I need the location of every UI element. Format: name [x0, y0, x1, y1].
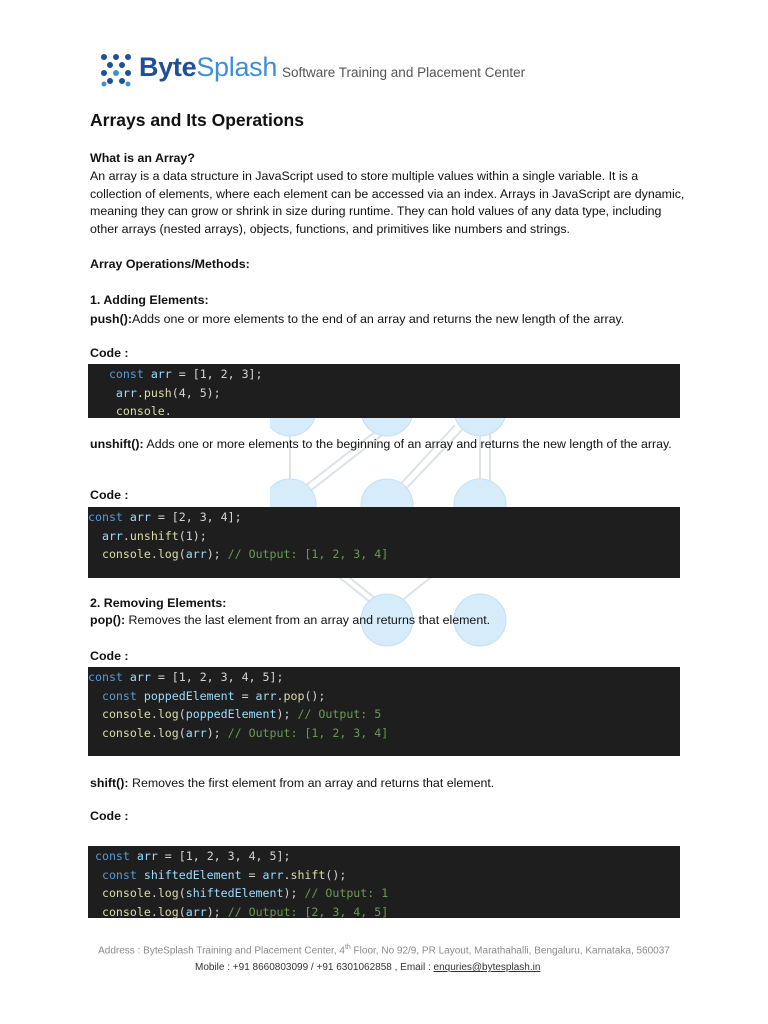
- footer-mobile: Mobile : +91 8660803099 / +91 6301062858 , Email :: [195, 962, 434, 973]
- code-token: );: [206, 725, 228, 740]
- code-token: );: [283, 886, 305, 900]
- code-token: arr: [255, 688, 277, 703]
- code-line: [88, 508, 680, 527]
- code-line: [88, 724, 680, 743]
- code-token: log: [157, 904, 179, 919]
- code-token: );: [276, 707, 298, 721]
- code-token: pop: [283, 688, 305, 703]
- intro-paragraph: An array is a data structure in JavaScript used to store multiple values within a single variable. It is a collection of elements, where each element can be accessed via an index. Arrays in JavaScript are dynamic, meaning they can grow or shrink in size during runtime. They can hold values of any data type, including other arrays (nested arrays), objects, functions, and primitives like numbers and strings.: [90, 169, 685, 236]
- code-token: // Output: [1, 2, 3, 4]: [227, 547, 389, 561]
- code-token: arr: [88, 385, 137, 400]
- code-token: ();: [304, 688, 326, 703]
- code-label: Code :: [90, 346, 129, 360]
- code-token: poppedElement: [143, 688, 235, 703]
- code-token: const: [88, 867, 144, 882]
- code-token: log: [157, 725, 179, 740]
- footer-address: Address : ByteSplash Training and Placement Center, 4th Floor, No 92/9, PR Layout, Marathahalli, Bengaluru, Karnataka, 560037: [98, 944, 670, 957]
- code-line: [88, 687, 680, 706]
- code-token: (: [178, 547, 186, 561]
- code-token: shiftedElement: [143, 867, 242, 882]
- code-line: [88, 866, 680, 885]
- code-label: Code :: [90, 649, 129, 663]
- unshift-description: [90, 436, 690, 454]
- code-token: );: [206, 904, 228, 919]
- code-token: arr: [136, 849, 158, 863]
- code-line: [88, 384, 680, 403]
- code-token: arr: [129, 510, 151, 524]
- shift-method-name: shift():: [90, 776, 129, 790]
- code-token: .: [276, 688, 284, 703]
- code-token: const: [88, 670, 130, 684]
- code-token: const: [88, 688, 144, 703]
- code-token: log: [157, 886, 179, 900]
- code-token: push: [143, 385, 172, 400]
- code-token: poppedElement: [185, 707, 277, 721]
- code-token: (: [178, 904, 186, 919]
- code-line: [88, 884, 680, 903]
- footer-contact: [195, 962, 540, 973]
- tagline: Software Training and Placement Center: [282, 65, 526, 80]
- code-line: [88, 903, 680, 922]
- code-token: .: [150, 904, 158, 919]
- code-token: console: [88, 904, 151, 919]
- code-token: ();: [325, 867, 347, 882]
- document-title: Arrays and Its Operations: [90, 110, 304, 130]
- code-token: .: [283, 867, 291, 882]
- code-token: (: [178, 725, 186, 740]
- push-desc-text: Adds one or more elements to the end of an array and returns the new length of the array.: [131, 312, 625, 326]
- code-token: log: [157, 547, 179, 561]
- code-token: // Output: 1: [304, 886, 389, 900]
- unshift-method-name: unshift():: [90, 437, 144, 451]
- code-token: shift: [290, 867, 326, 882]
- pop-description: [90, 612, 690, 630]
- code-token: log: [157, 707, 179, 721]
- code-token: (1);: [178, 528, 207, 543]
- code-token: unshift: [129, 528, 179, 543]
- code-token: arr: [88, 528, 123, 543]
- code-token: );: [206, 547, 228, 561]
- code-token: .: [150, 707, 158, 721]
- code-token: arr: [185, 547, 207, 561]
- code-token: (4, 5);: [171, 385, 221, 400]
- code-token: arr: [185, 725, 207, 740]
- code-line: [88, 527, 680, 546]
- code-token: const: [88, 849, 137, 863]
- code-token: = [1, 2, 3, 4, 5];: [150, 670, 284, 684]
- code-block-pop: [88, 667, 680, 756]
- code-token: .: [164, 404, 172, 418]
- code-token: .: [122, 528, 130, 543]
- code-block-shift: [88, 846, 680, 918]
- code-token: .: [150, 547, 158, 561]
- code-token: console: [88, 547, 151, 561]
- code-token: arr: [150, 367, 172, 381]
- code-token: = [1, 2, 3, 4, 5];: [157, 849, 291, 863]
- code-label: Code :: [90, 488, 129, 502]
- shift-desc-text: Removes the first element from an array and returns that element.: [128, 776, 495, 790]
- bytesplash-logo-icon: [100, 53, 132, 87]
- code-token: (: [178, 886, 186, 900]
- code-token: // Output: 5: [297, 707, 382, 721]
- code-token: .: [150, 886, 158, 900]
- code-token: const: [88, 510, 130, 524]
- code-token: = [2, 3, 4];: [150, 510, 242, 524]
- code-line: [88, 365, 680, 384]
- push-description: [90, 311, 690, 329]
- code-line: [88, 847, 680, 866]
- shift-description: [90, 775, 690, 793]
- brand-name: ByteSplash: [139, 52, 278, 82]
- code-line: [88, 545, 680, 564]
- code-token: = [1, 2, 3];: [171, 367, 263, 381]
- code-token: =: [234, 688, 256, 703]
- email-link[interactable]: enquries@bytesplash.in: [433, 962, 541, 973]
- code-line: [88, 668, 680, 687]
- code-token: .: [136, 385, 144, 400]
- push-method-name: push():: [90, 312, 132, 326]
- adding-elements-heading: 1. Adding Elements:: [90, 293, 209, 307]
- code-token: arr: [129, 670, 151, 684]
- code-token: const: [88, 367, 151, 381]
- code-token: console: [88, 725, 151, 740]
- code-line: [88, 705, 680, 724]
- code-label: Code :: [90, 809, 129, 823]
- operations-heading: Array Operations/Methods:: [90, 257, 250, 271]
- removing-elements-heading: 2. Removing Elements:: [90, 596, 227, 610]
- code-token: .: [150, 725, 158, 740]
- code-block-unshift: [88, 507, 680, 578]
- code-line: [88, 402, 680, 418]
- code-token: console: [88, 404, 165, 418]
- code-token: shiftedElement: [185, 886, 284, 900]
- code-token: // Output: [1, 2, 3, 4]: [227, 725, 389, 740]
- unshift-desc-text: Adds one or more elements to the beginning of an array and returns the new length of the array.: [143, 437, 672, 451]
- code-token: // Output: [2, 3, 4, 5]: [227, 904, 389, 919]
- what-is-array-heading: What is an Array?: [90, 151, 195, 165]
- code-token: arr: [262, 867, 284, 882]
- code-block-push: [88, 364, 680, 418]
- code-token: console: [88, 707, 151, 721]
- pop-desc-text: Removes the last element from an array and returns that element.: [125, 613, 491, 627]
- code-token: =: [241, 867, 263, 882]
- pop-method-name: pop():: [90, 613, 126, 627]
- code-token: console: [88, 886, 151, 900]
- code-token: (: [178, 707, 186, 721]
- code-token: arr: [185, 904, 207, 919]
